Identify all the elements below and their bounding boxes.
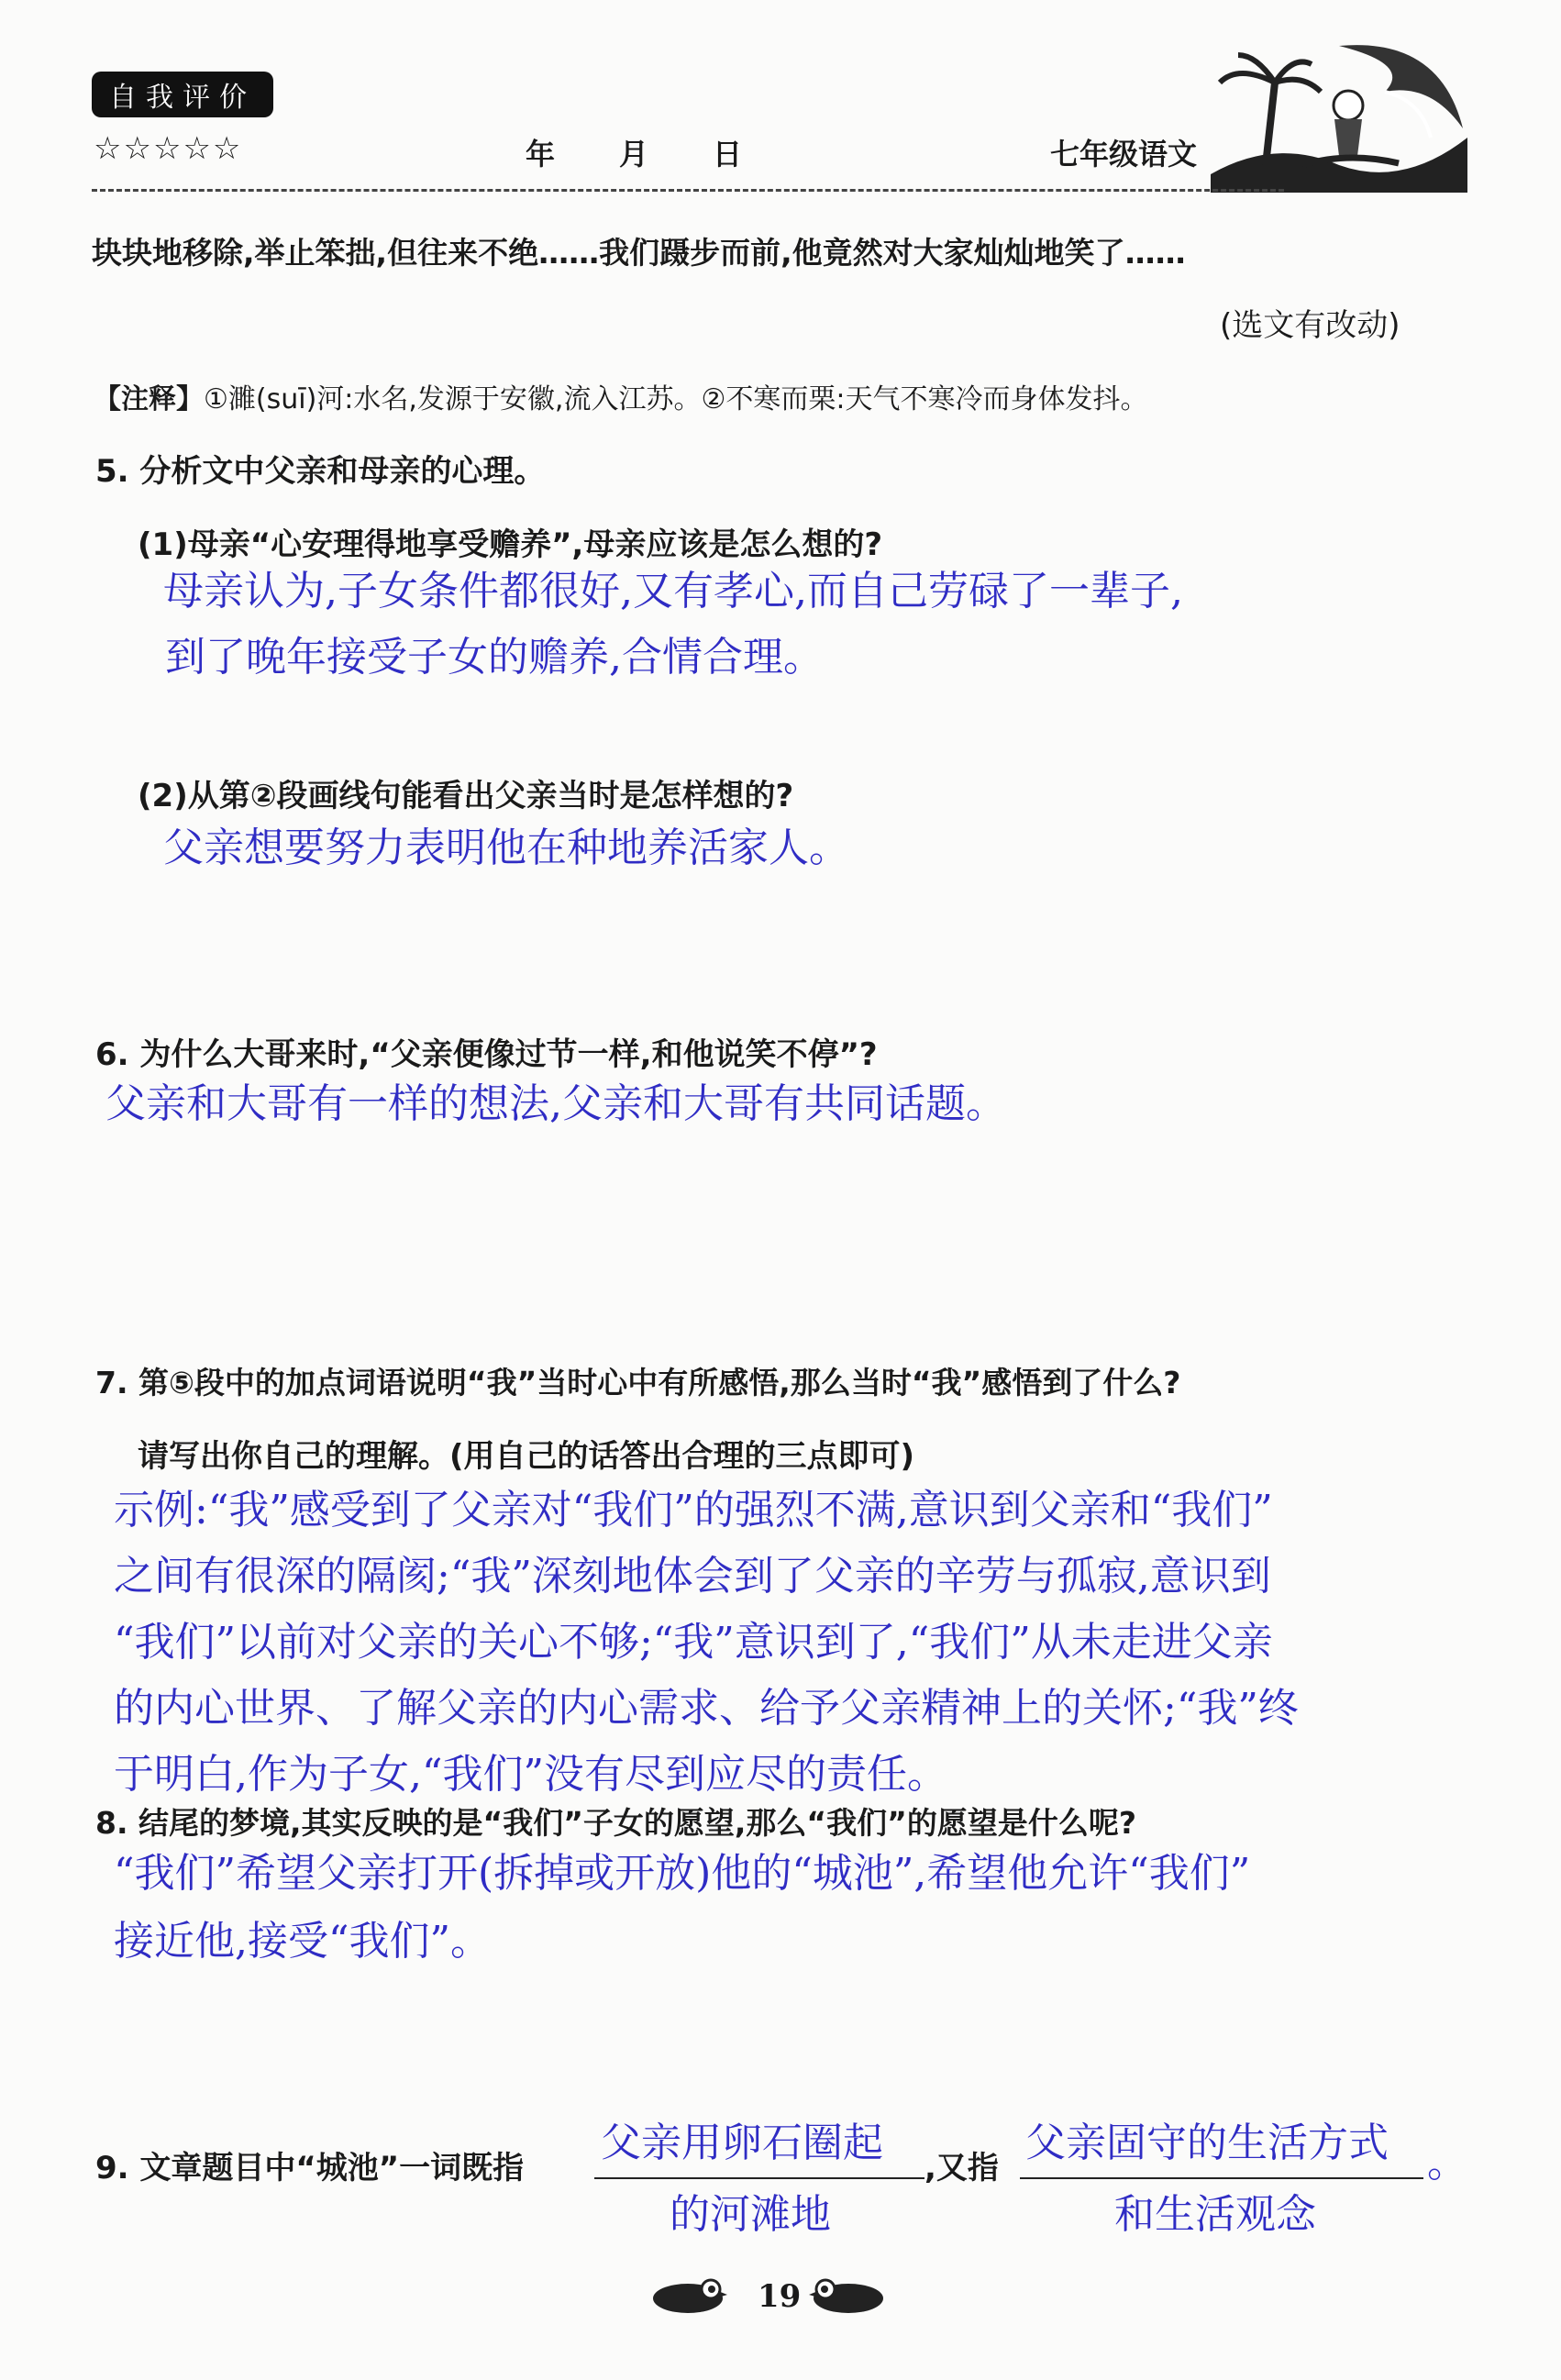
- question-7-line-2: 请写出你自己的理解。(用自己的话答出合理的三点即可): [138, 1438, 915, 1475]
- answer-8-line-2: 接近他,接受“我们”。: [114, 1918, 491, 1965]
- question-9-part-a: 9. 文章题目中“城池”一词既指: [95, 2150, 525, 2186]
- answer-7-line-2: 之间有很深的隔阂;“我”深刻地体会到了父亲的辛劳与孤寂,意识到: [114, 1553, 1271, 1600]
- rating-stars[interactable]: ☆☆☆☆☆: [94, 130, 243, 167]
- blank-2-answer-line-2: 和生活观念: [1114, 2191, 1316, 2238]
- surfer-illustration-icon: [1201, 28, 1477, 193]
- grade-subject-label: 七年级语文: [1050, 137, 1198, 172]
- page-number: 19: [758, 2278, 802, 2315]
- left-bird-icon: [647, 2273, 729, 2319]
- passage-tail-line: 块块地移除,举止笨拙,但往来不绝……我们蹑步而前,他竟然对大家灿灿地笑了……: [92, 235, 1186, 271]
- answer-8-line-1: “我们”希望父亲打开(拆掉或开放)他的“城池”,希望他允许“我们”: [114, 1850, 1251, 1897]
- question-8: 8. 结尾的梦境,其实反映的是“我们”子女的愿望,那么“我们”的愿望是什么呢?: [95, 1805, 1136, 1841]
- annotation-label: 【注释】: [94, 383, 204, 415]
- annotation-line: [94, 376, 1147, 416]
- answer-5-2: 父亲想要努力表明他在种地养活家人。: [163, 825, 849, 871]
- passage-source-note: (选文有改动): [1220, 307, 1400, 344]
- blank-1-answer-line-1: 父亲用卵石圈起: [601, 2120, 883, 2166]
- blank-2-answer-line-1: 父亲固守的生活方式: [1025, 2120, 1389, 2166]
- answer-5-1-line-1: 母亲认为,子女条件都很好,又有孝心,而自己劳碌了一辈子,: [163, 568, 1183, 614]
- question-6: 6. 为什么大哥来时,“父亲便像过节一样,和他说笑不停”?: [95, 1036, 878, 1073]
- self-evaluation-badge: 自我评价: [92, 72, 273, 117]
- answer-7-line-5: 于明白,作为子女,“我们”没有尽到应尽的责任。: [114, 1751, 947, 1798]
- answer-7-line-4: 的内心世界、了解父亲的内心需求、给予父亲精神上的关怀;“我”终: [114, 1685, 1299, 1732]
- blank-1-answer-line-2: 的河滩地: [670, 2191, 831, 2238]
- question-9-part-b: ,又指: [924, 2150, 999, 2186]
- answer-6: 父亲和大哥有一样的想法,父亲和大哥有共同话题。: [105, 1080, 1006, 1127]
- question-5-sub-1: (1)母亲“心安理得地享受赡养”,母亲应该是怎么想的?: [138, 526, 883, 563]
- answer-7-line-1: 示例:“我”感受到了父亲对“我们”的强烈不满,意识到父亲和“我们”: [114, 1487, 1273, 1533]
- blank-1-underline[interactable]: [594, 2177, 924, 2179]
- date-year-label: 年: [526, 137, 556, 172]
- annotation-text: ①濉(suī)河:水名,发源于安徽,流入江苏。②不寒而栗:天气不寒冷而身体发抖。: [204, 383, 1148, 415]
- date-day-label: 日: [713, 137, 743, 172]
- question-7-line-1: 7. 第⑤段中的加点词语说明“我”当时心中有所感悟,那么当时“我”感悟到了什么?: [95, 1365, 1181, 1400]
- date-month-label: 月: [619, 137, 649, 172]
- question-5: 5. 分析文中父亲和母亲的心理。: [95, 453, 546, 490]
- answer-5-1-line-2: 到了晚年接受子女的赡养,合情合理。: [165, 634, 824, 681]
- question-9-part-c: 。: [1427, 2140, 1467, 2186]
- right-bird-icon: [807, 2273, 890, 2319]
- answer-7-line-3: “我们”以前对父亲的关心不够;“我”意识到了,“我们”从未走进父亲: [114, 1619, 1273, 1666]
- question-5-sub-2: (2)从第②段画线句能看出父亲当时是怎样想的?: [138, 778, 794, 814]
- header-divider: [92, 189, 1284, 192]
- blank-2-underline[interactable]: [1020, 2177, 1423, 2179]
